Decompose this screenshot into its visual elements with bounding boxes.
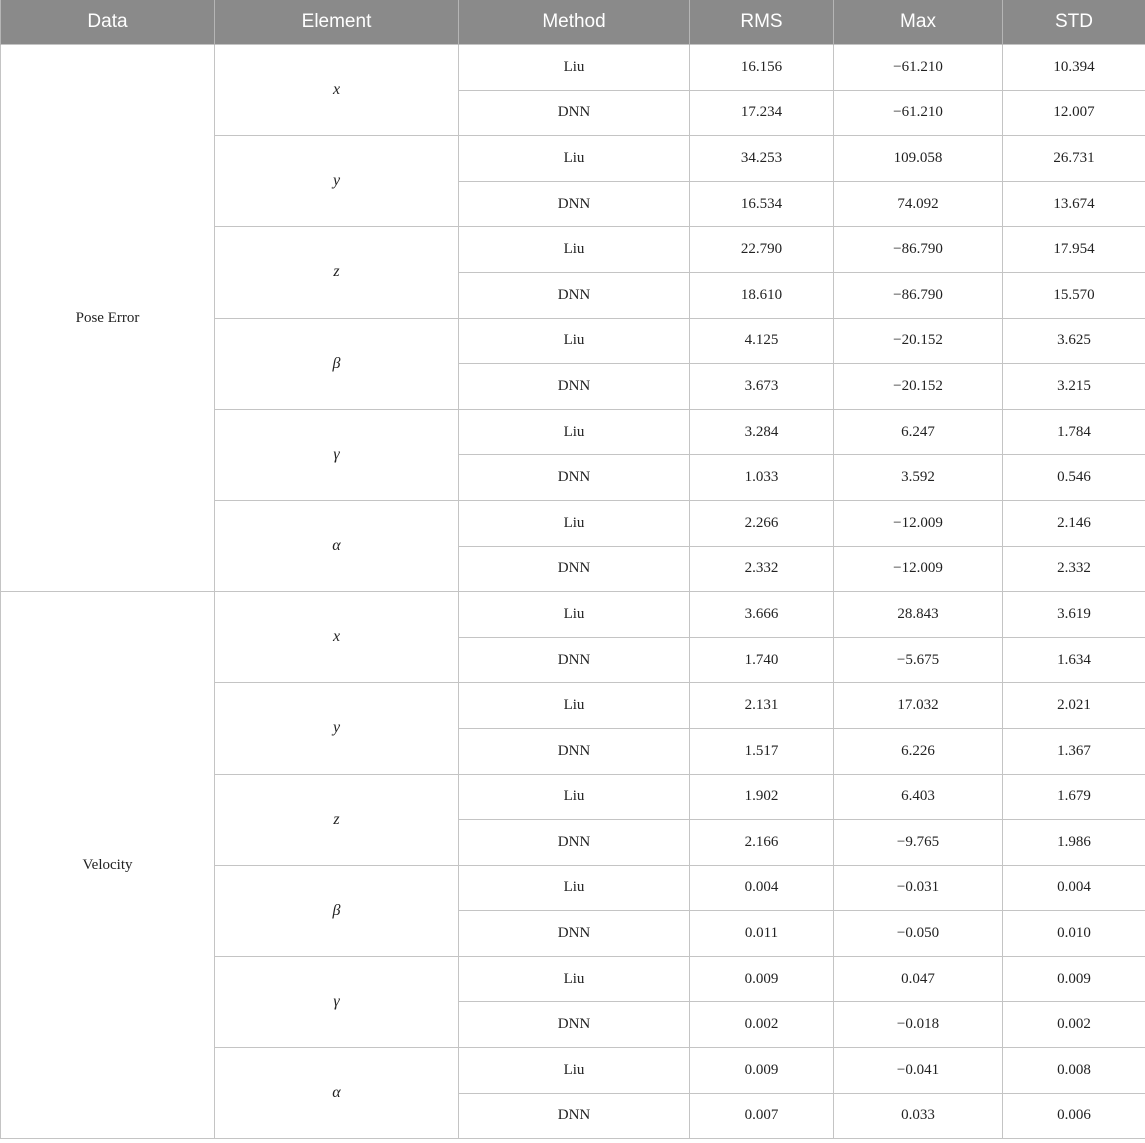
max-cell: −20.152 bbox=[834, 364, 1003, 410]
element-symbol: β bbox=[332, 901, 341, 919]
rms-cell: 1.740 bbox=[690, 637, 834, 683]
rms-cell: 2.332 bbox=[690, 546, 834, 592]
element-cell bbox=[215, 409, 459, 500]
method-cell: DNN bbox=[459, 546, 690, 592]
method-cell: Liu bbox=[459, 592, 690, 638]
header-method: Method bbox=[459, 0, 690, 45]
rms-cell: 1.902 bbox=[690, 774, 834, 820]
rms-cell: 0.011 bbox=[690, 911, 834, 957]
std-cell: 15.570 bbox=[1003, 272, 1145, 318]
method-cell: Liu bbox=[459, 1048, 690, 1094]
element-symbol: y bbox=[332, 172, 341, 190]
max-cell: 3.592 bbox=[834, 455, 1003, 501]
rms-cell: 0.004 bbox=[690, 865, 834, 911]
std-cell: 1.634 bbox=[1003, 637, 1145, 683]
max-cell: −9.765 bbox=[834, 820, 1003, 866]
max-cell: −0.018 bbox=[834, 1002, 1003, 1048]
method-cell: Liu bbox=[459, 227, 690, 273]
element-cell bbox=[215, 1048, 459, 1139]
header-std: STD bbox=[1003, 0, 1145, 45]
std-cell: 12.007 bbox=[1003, 90, 1145, 136]
max-cell: 6.247 bbox=[834, 409, 1003, 455]
rms-cell: 1.033 bbox=[690, 455, 834, 501]
std-cell: 3.215 bbox=[1003, 364, 1145, 410]
max-cell: −12.009 bbox=[834, 500, 1003, 546]
max-cell: −0.031 bbox=[834, 865, 1003, 911]
std-cell: 2.146 bbox=[1003, 500, 1145, 546]
rms-cell: 1.517 bbox=[690, 728, 834, 774]
header-element: Element bbox=[215, 0, 459, 45]
method-cell: DNN bbox=[459, 90, 690, 136]
max-cell: 28.843 bbox=[834, 592, 1003, 638]
rms-cell: 2.131 bbox=[690, 683, 834, 729]
element-cell bbox=[215, 956, 459, 1047]
rms-cell: 16.534 bbox=[690, 181, 834, 227]
rms-cell: 22.790 bbox=[690, 227, 834, 273]
rms-cell: 0.002 bbox=[690, 1002, 834, 1048]
header-data: Data bbox=[1, 0, 215, 45]
max-cell: −86.790 bbox=[834, 272, 1003, 318]
element-cell bbox=[215, 318, 459, 409]
table-row bbox=[1, 45, 1145, 91]
max-cell: 6.226 bbox=[834, 728, 1003, 774]
header-max: Max bbox=[834, 0, 1003, 45]
method-cell: Liu bbox=[459, 409, 690, 455]
max-cell: −61.210 bbox=[834, 90, 1003, 136]
max-cell: 109.058 bbox=[834, 136, 1003, 182]
method-cell: DNN bbox=[459, 911, 690, 957]
rms-cell: 17.234 bbox=[690, 90, 834, 136]
rms-cell: 0.009 bbox=[690, 956, 834, 1002]
element-symbol: z bbox=[333, 810, 340, 828]
method-cell: DNN bbox=[459, 820, 690, 866]
element-cell bbox=[215, 865, 459, 956]
method-cell: DNN bbox=[459, 728, 690, 774]
element-cell bbox=[215, 500, 459, 591]
method-cell: Liu bbox=[459, 956, 690, 1002]
table-body bbox=[1, 45, 1145, 1139]
std-cell: 13.674 bbox=[1003, 181, 1145, 227]
rms-cell: 2.266 bbox=[690, 500, 834, 546]
std-cell: 3.619 bbox=[1003, 592, 1145, 638]
element-cell bbox=[215, 683, 459, 774]
max-cell: 74.092 bbox=[834, 181, 1003, 227]
max-cell: −12.009 bbox=[834, 546, 1003, 592]
max-cell: −5.675 bbox=[834, 637, 1003, 683]
std-cell: 0.008 bbox=[1003, 1048, 1145, 1094]
method-cell: DNN bbox=[459, 637, 690, 683]
rms-cell: 2.166 bbox=[690, 820, 834, 866]
max-cell: −86.790 bbox=[834, 227, 1003, 273]
method-cell: DNN bbox=[459, 181, 690, 227]
max-cell: −61.210 bbox=[834, 45, 1003, 91]
element-symbol: γ bbox=[333, 445, 340, 463]
element-cell bbox=[215, 774, 459, 865]
std-cell: 3.625 bbox=[1003, 318, 1145, 364]
rms-cell: 3.666 bbox=[690, 592, 834, 638]
std-cell: 0.546 bbox=[1003, 455, 1145, 501]
element-symbol: α bbox=[332, 537, 341, 555]
rms-cell: 4.125 bbox=[690, 318, 834, 364]
std-cell: 1.367 bbox=[1003, 728, 1145, 774]
table-row bbox=[1, 592, 1145, 638]
method-cell: Liu bbox=[459, 318, 690, 364]
max-cell: −0.041 bbox=[834, 1048, 1003, 1094]
method-cell: DNN bbox=[459, 455, 690, 501]
rms-cell: 3.284 bbox=[690, 409, 834, 455]
std-cell: 0.006 bbox=[1003, 1093, 1145, 1139]
method-cell: DNN bbox=[459, 272, 690, 318]
element-symbol: z bbox=[333, 263, 340, 281]
header-rms: RMS bbox=[690, 0, 834, 45]
data-group-cell: Velocity bbox=[1, 592, 215, 1139]
method-cell: Liu bbox=[459, 865, 690, 911]
method-cell: DNN bbox=[459, 1093, 690, 1139]
header-row bbox=[1, 0, 1145, 45]
std-cell: 0.002 bbox=[1003, 1002, 1145, 1048]
max-cell: −20.152 bbox=[834, 318, 1003, 364]
rms-cell: 18.610 bbox=[690, 272, 834, 318]
element-cell bbox=[215, 45, 459, 136]
std-cell: 1.784 bbox=[1003, 409, 1145, 455]
data-group-cell: Pose Error bbox=[1, 45, 215, 592]
method-cell: Liu bbox=[459, 683, 690, 729]
method-cell: DNN bbox=[459, 1002, 690, 1048]
rms-cell: 34.253 bbox=[690, 136, 834, 182]
std-cell: 17.954 bbox=[1003, 227, 1145, 273]
method-cell: DNN bbox=[459, 364, 690, 410]
max-cell: 17.032 bbox=[834, 683, 1003, 729]
std-cell: 0.010 bbox=[1003, 911, 1145, 957]
element-symbol: x bbox=[332, 81, 341, 99]
std-cell: 2.021 bbox=[1003, 683, 1145, 729]
std-cell: 0.004 bbox=[1003, 865, 1145, 911]
std-cell: 1.986 bbox=[1003, 820, 1145, 866]
rms-cell: 3.673 bbox=[690, 364, 834, 410]
method-cell: Liu bbox=[459, 500, 690, 546]
max-cell: 0.033 bbox=[834, 1093, 1003, 1139]
std-cell: 10.394 bbox=[1003, 45, 1145, 91]
std-cell: 2.332 bbox=[1003, 546, 1145, 592]
max-cell: 0.047 bbox=[834, 956, 1003, 1002]
method-cell: Liu bbox=[459, 136, 690, 182]
element-symbol: x bbox=[332, 628, 341, 646]
method-cell: Liu bbox=[459, 774, 690, 820]
rms-cell: 0.009 bbox=[690, 1048, 834, 1094]
std-cell: 1.679 bbox=[1003, 774, 1145, 820]
element-symbol: α bbox=[332, 1084, 341, 1102]
element-cell bbox=[215, 227, 459, 318]
element-symbol: β bbox=[332, 354, 341, 372]
method-cell: Liu bbox=[459, 45, 690, 91]
element-symbol: y bbox=[332, 719, 341, 737]
max-cell: −0.050 bbox=[834, 911, 1003, 957]
element-cell bbox=[215, 592, 459, 683]
table-header bbox=[1, 0, 1145, 45]
std-cell: 0.009 bbox=[1003, 956, 1145, 1002]
rms-cell: 0.007 bbox=[690, 1093, 834, 1139]
element-symbol: γ bbox=[333, 992, 340, 1010]
rms-cell: 16.156 bbox=[690, 45, 834, 91]
max-cell: 6.403 bbox=[834, 774, 1003, 820]
std-cell: 26.731 bbox=[1003, 136, 1145, 182]
element-cell bbox=[215, 136, 459, 227]
